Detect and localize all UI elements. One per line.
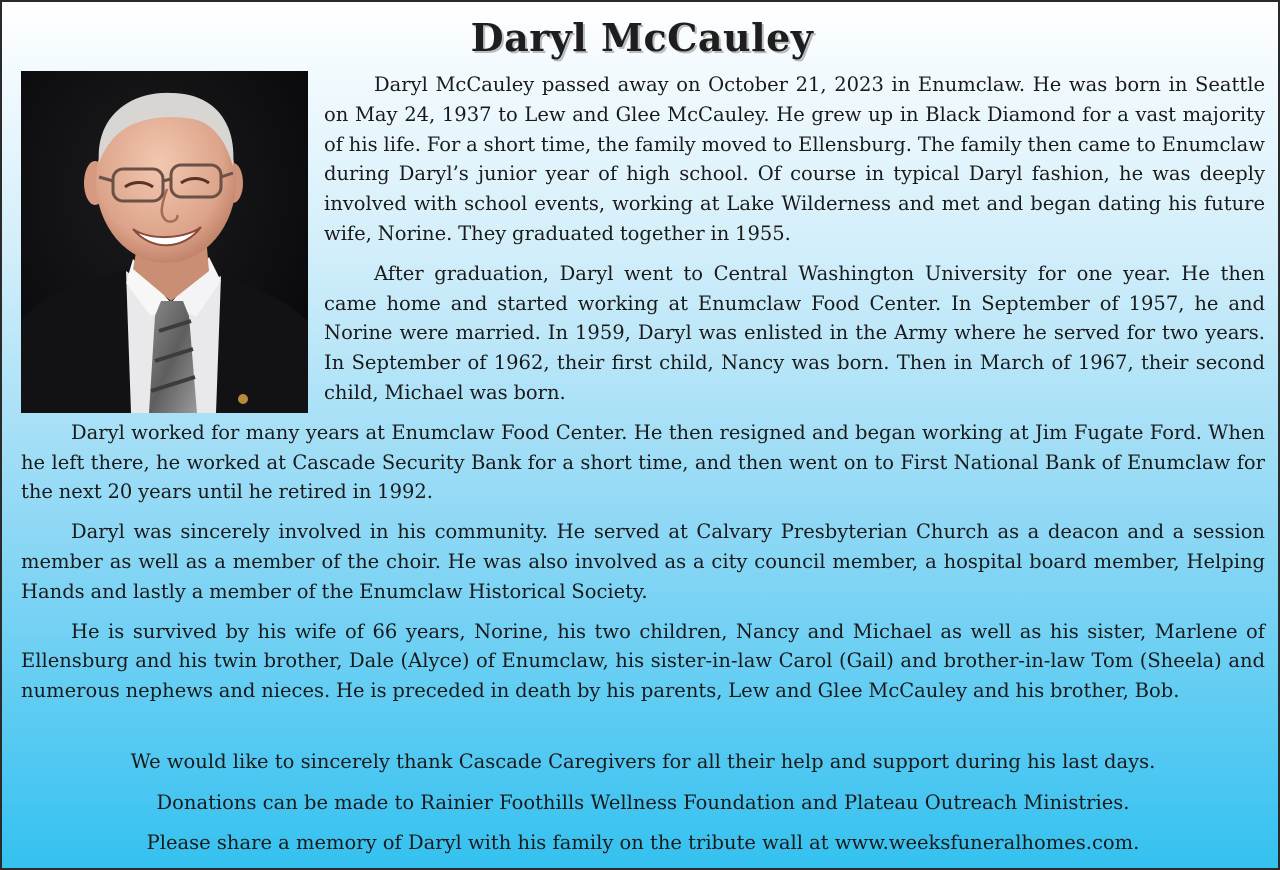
paragraph-4: Daryl was sincerely involved in his community. He served at Calvary Presbyterian Church as a deacon and a session member as well as a member of the choir. He was also involved as a city council member, a hospital board member, Helping Hands and lastly a member of the Enumclaw Historical Society.: [21, 520, 1265, 603]
portrait-photo: [21, 71, 308, 413]
portrait-photo-icon: [21, 71, 308, 413]
paragraph-3: Daryl worked for many years at Enumclaw Food Center. He then resigned and began working at Jim Fugate Ford. When he left there, he worked at Cascade Security Bank for a short time, and then went on to First National Bank of Enumclaw for the next 20 years until he retired in 1992.: [21, 420, 1265, 504]
obituary-title: Daryl McCauley: [470, 15, 814, 60]
tribute-line: Please share a memory of Daryl with his family on the tribute wall at www.weeksfuneralhomes.com.: [146, 831, 1140, 854]
closing-section: [21, 747, 1265, 869]
thanks-line: We would like to sincerely thank Cascade Caregivers for all their help and support during his last days.: [130, 750, 1156, 773]
paragraph-2: After graduation, Daryl went to Central Washington University for one year. He then came home and started working at Enumclaw Food Center. In September of 1957, he and Norine were married. In 1959, Daryl was enlisted in the Army where he served for two years. In September of 1962, their first child, Nancy was born. Then in March of 1967, their second child, Michael was born.: [324, 261, 1265, 404]
donations-line: Donations can be made to Rainier Foothills Wellness Foundation and Plateau Outreach Ministries.: [156, 790, 1130, 814]
paragraph-5: He is survived by his wife of 66 years, Norine, his two children, Nancy and Michael as well as his sister, Marlene of Ellensburg and his twin brother, Dale (Alyce) of Enumclaw, his sister-in-law Carol (Gail) and brother-in-law Tom (Sheela) and numerous nephews and nieces. He is preceded in death by his parents, Lew and Glee McCauley and his brother, Bob.: [21, 619, 1265, 703]
paragraph-1: Daryl McCauley passed away on October 21, 2023 in Enumclaw. He was born in Seattle on May 24, 1937 to Lew and Glee McCauley. He grew up in Black Diamond for a vast majority of his life. For a short time, the family moved to Ellensburg. The family then came to Enumclaw during Daryl’s junior year of high school. Of course in typical Daryl fashion, he was deeply involved with school events, working at Lake Wilderness and met and began dating his future wife, Norine. They graduated together in 1955.: [324, 73, 1265, 245]
